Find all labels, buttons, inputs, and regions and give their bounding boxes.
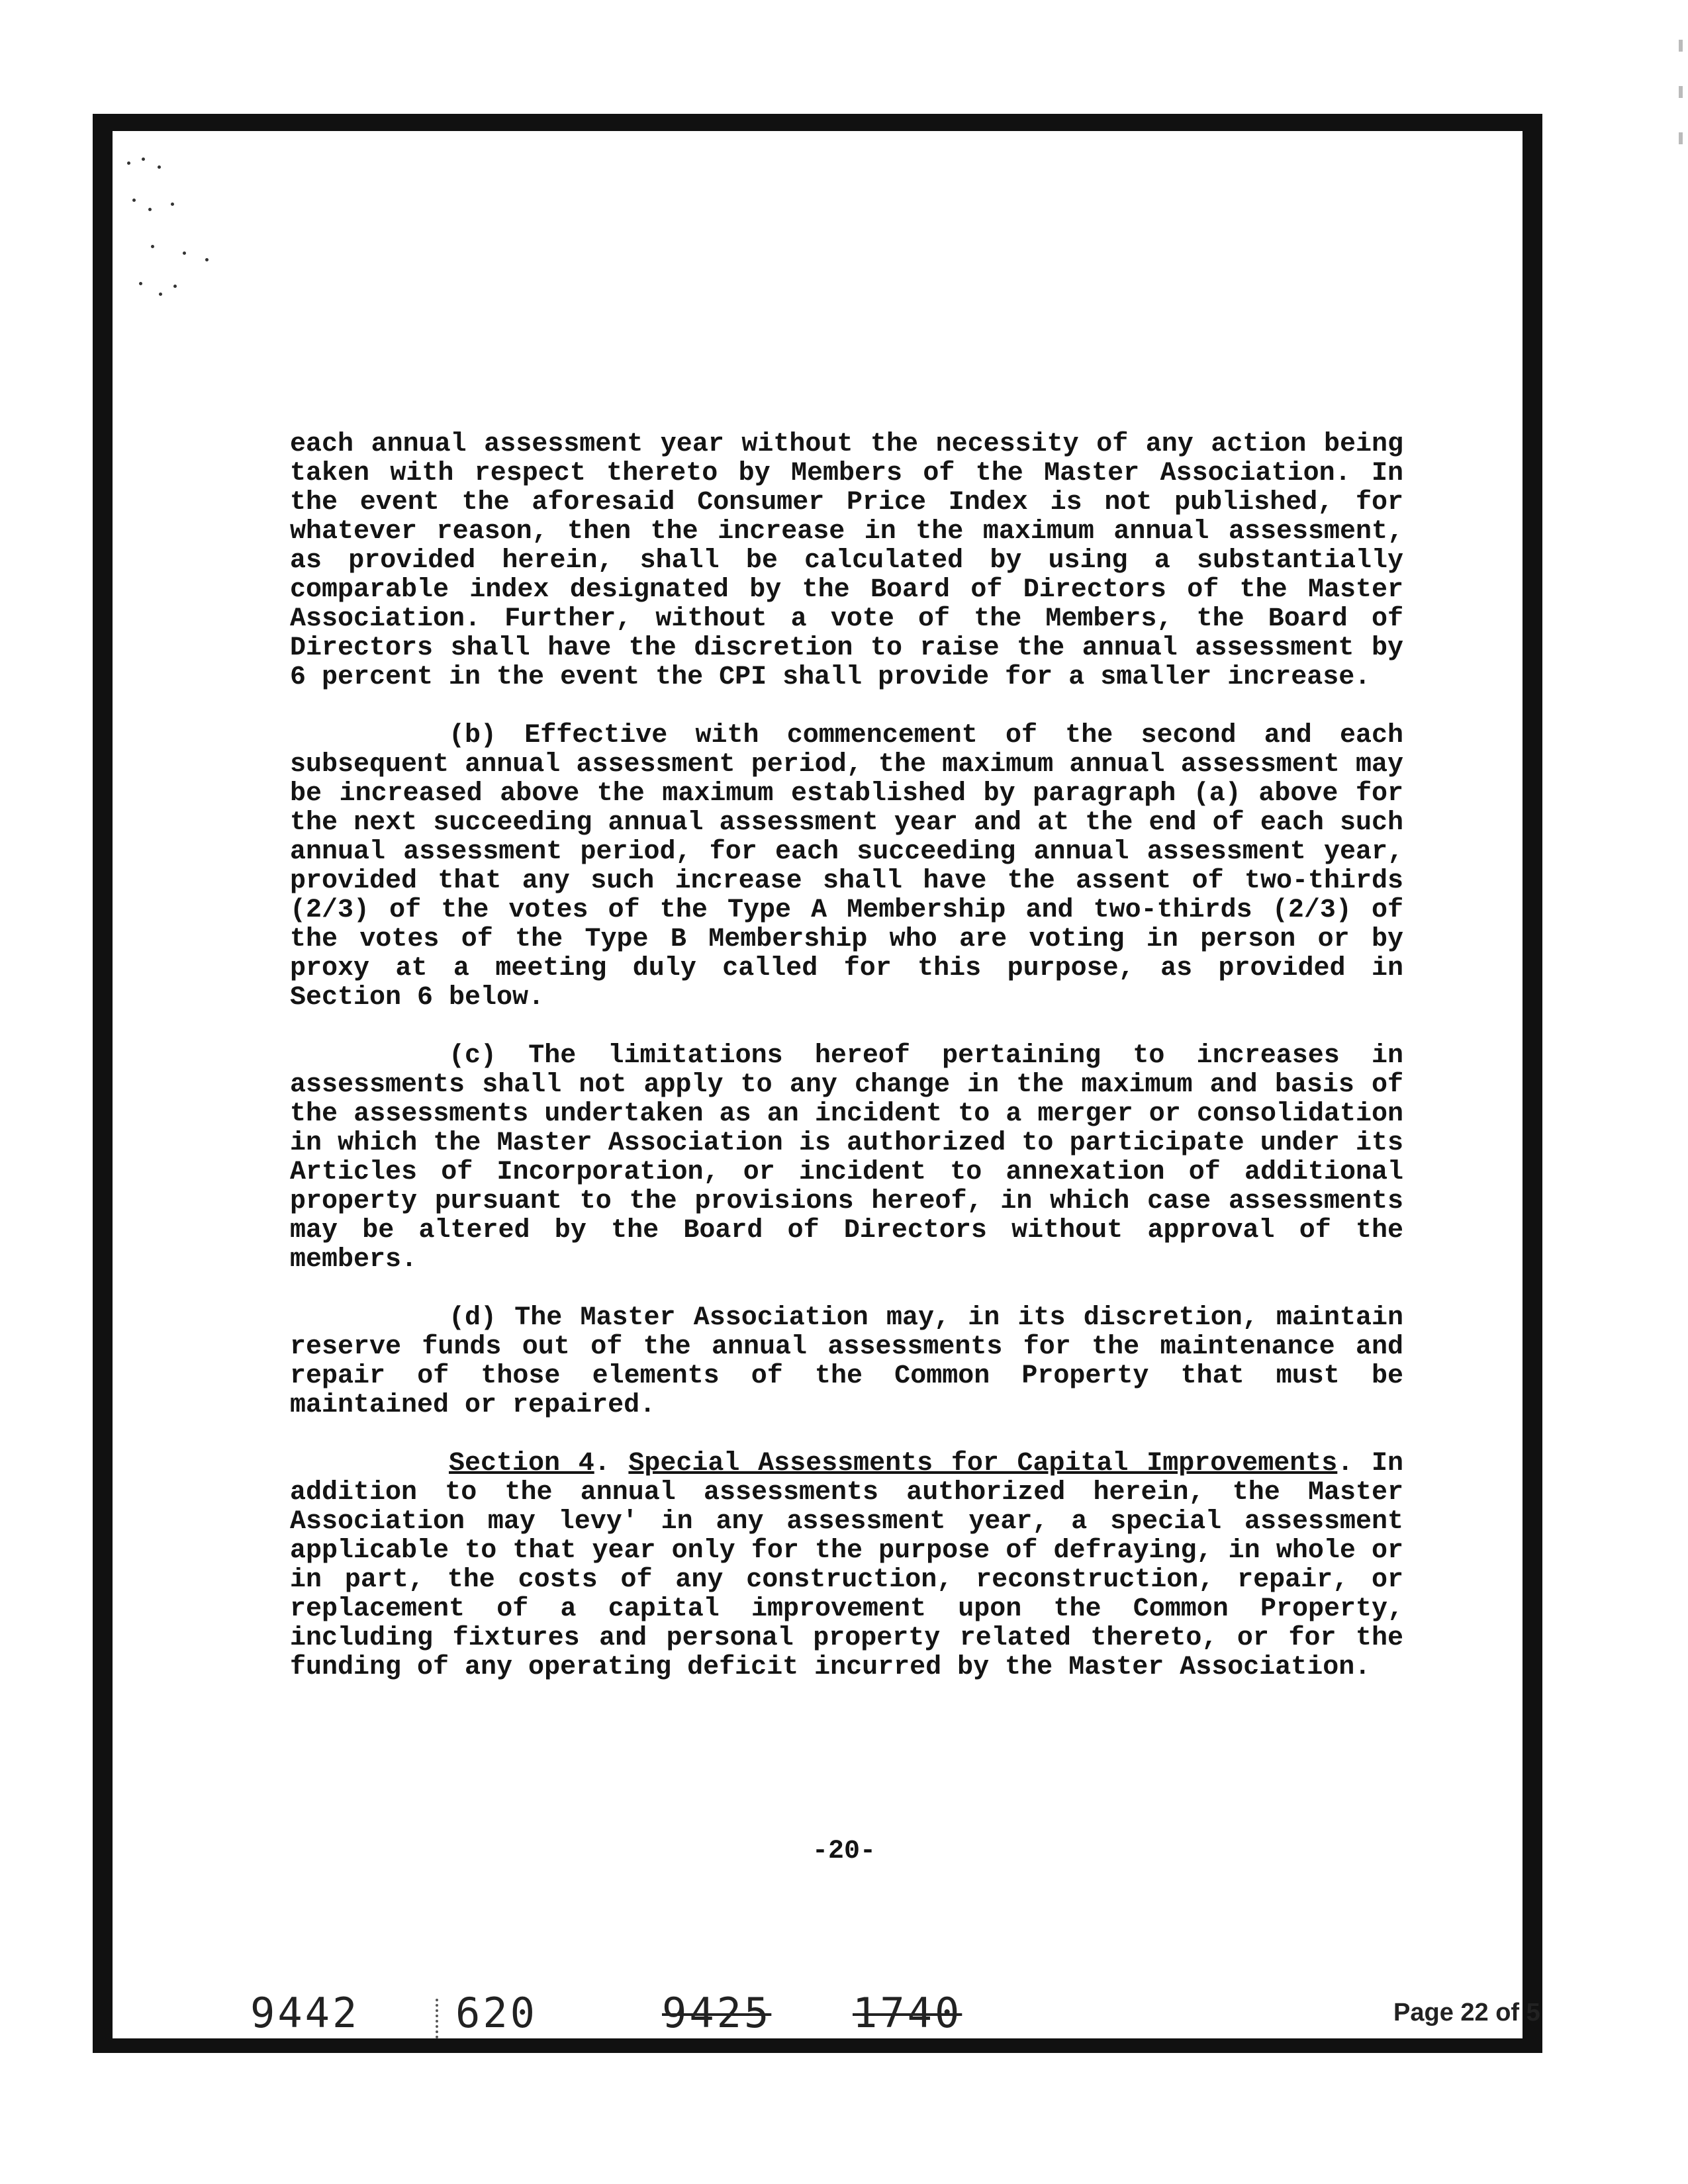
stamp-book: 9442	[250, 1989, 360, 2037]
paragraph-continued: each annual assessment year without the necessity of any action being taken with respect thereto by Members of the Master Association. In the event the aforesaid Consumer Price Index is not published, for whatever reason, then the increase in the maximum annual assessment, as provided herein, shall be calculated by using a substantially comparable index designated by the Board of Directors of the Master Association. Further, without a vote of the Members, the Board of Directors shall have the discretion to raise the annual assessment by 6 percent in the event the CPI shall provide for a smaller increase.	[290, 430, 1403, 692]
scan-edge-mark	[1679, 132, 1683, 144]
scan-edge-mark	[1679, 86, 1683, 98]
section-4-title: Special Assessments for Capital Improvements	[628, 1449, 1338, 1479]
paragraph-b: (b) Effective with commencement of the second and each subsequent annual assessment period, the maximum annual assessment may be increased above the maximum established by paragraph (a) above for the next succeeding annual assessment year and at the end of each such annual assessment period, for each succeeding annual assessment year, provided that any such increase shall have the assent of two-thirds (2/3) of the votes of the Type A Membership and two-thirds (2/3) of the votes of the Type B Membership who are voting in person or by proxy at a meeting duly called for this purpose, as provided in Section 6 below.	[290, 721, 1403, 1013]
document-body	[290, 430, 1403, 1711]
page-number: -20-	[812, 1837, 876, 1866]
stamp-old-book: 9425	[662, 1989, 772, 2037]
stamp-separator	[436, 1999, 441, 2038]
section-4: Section 4. Special Assessments for Capital Improvements. In addition to the annual assessments authorized herein, the Master Association may levy' in any assessment year, a special assessment applicable to that year only for the purpose of defraying, in whole or in part, the costs of any construction, reconstruction, repair, or replacement of a capital improvement upon the Common Property, including fixtures and personal property related thereto, or for the funding of any operating deficit incurred by the Master Association.	[290, 1449, 1403, 1682]
section-4-body: In addition to the annual assessments authorized herein, the Master Association may levy' in any assessment year, a special assessment applicable to that year only for the purpose of defraying, in whole or in part, the costs of any construction, reconstruction, repair, or replacement of a capital improvement upon the Common Property, including fixtures and personal property related thereto, or for the funding of any operating deficit incurred by the Master Association.	[290, 1449, 1403, 1682]
stamp-old-page: 1740	[853, 1989, 962, 2037]
stamp-page: 620	[455, 1989, 538, 2037]
paragraph-c: (c) The limitations hereof pertaining to increases in assessments shall not apply to any change in the maximum and basis of the assessments undertaken as an incident to a merger or consolidation in which the Master Association is authorized to participate under its Articles of Incorporation, or incident to annexation of additional property pursuant to the provisions hereof, in which case assessments may be altered by the Board of Directors without approval of the members.	[290, 1041, 1403, 1275]
scan-specks	[119, 152, 212, 311]
section-4-label: Section 4	[449, 1449, 594, 1479]
scan-edge-mark	[1679, 40, 1683, 52]
page-of-count: Page 22 of 5	[1393, 1999, 1540, 2026]
paragraph-d: (d) The Master Association may, in its discretion, maintain reserve funds out of the annual assessments for the maintenance and repair of those elements of the Common Property that must be maintained or repaired.	[290, 1303, 1403, 1420]
